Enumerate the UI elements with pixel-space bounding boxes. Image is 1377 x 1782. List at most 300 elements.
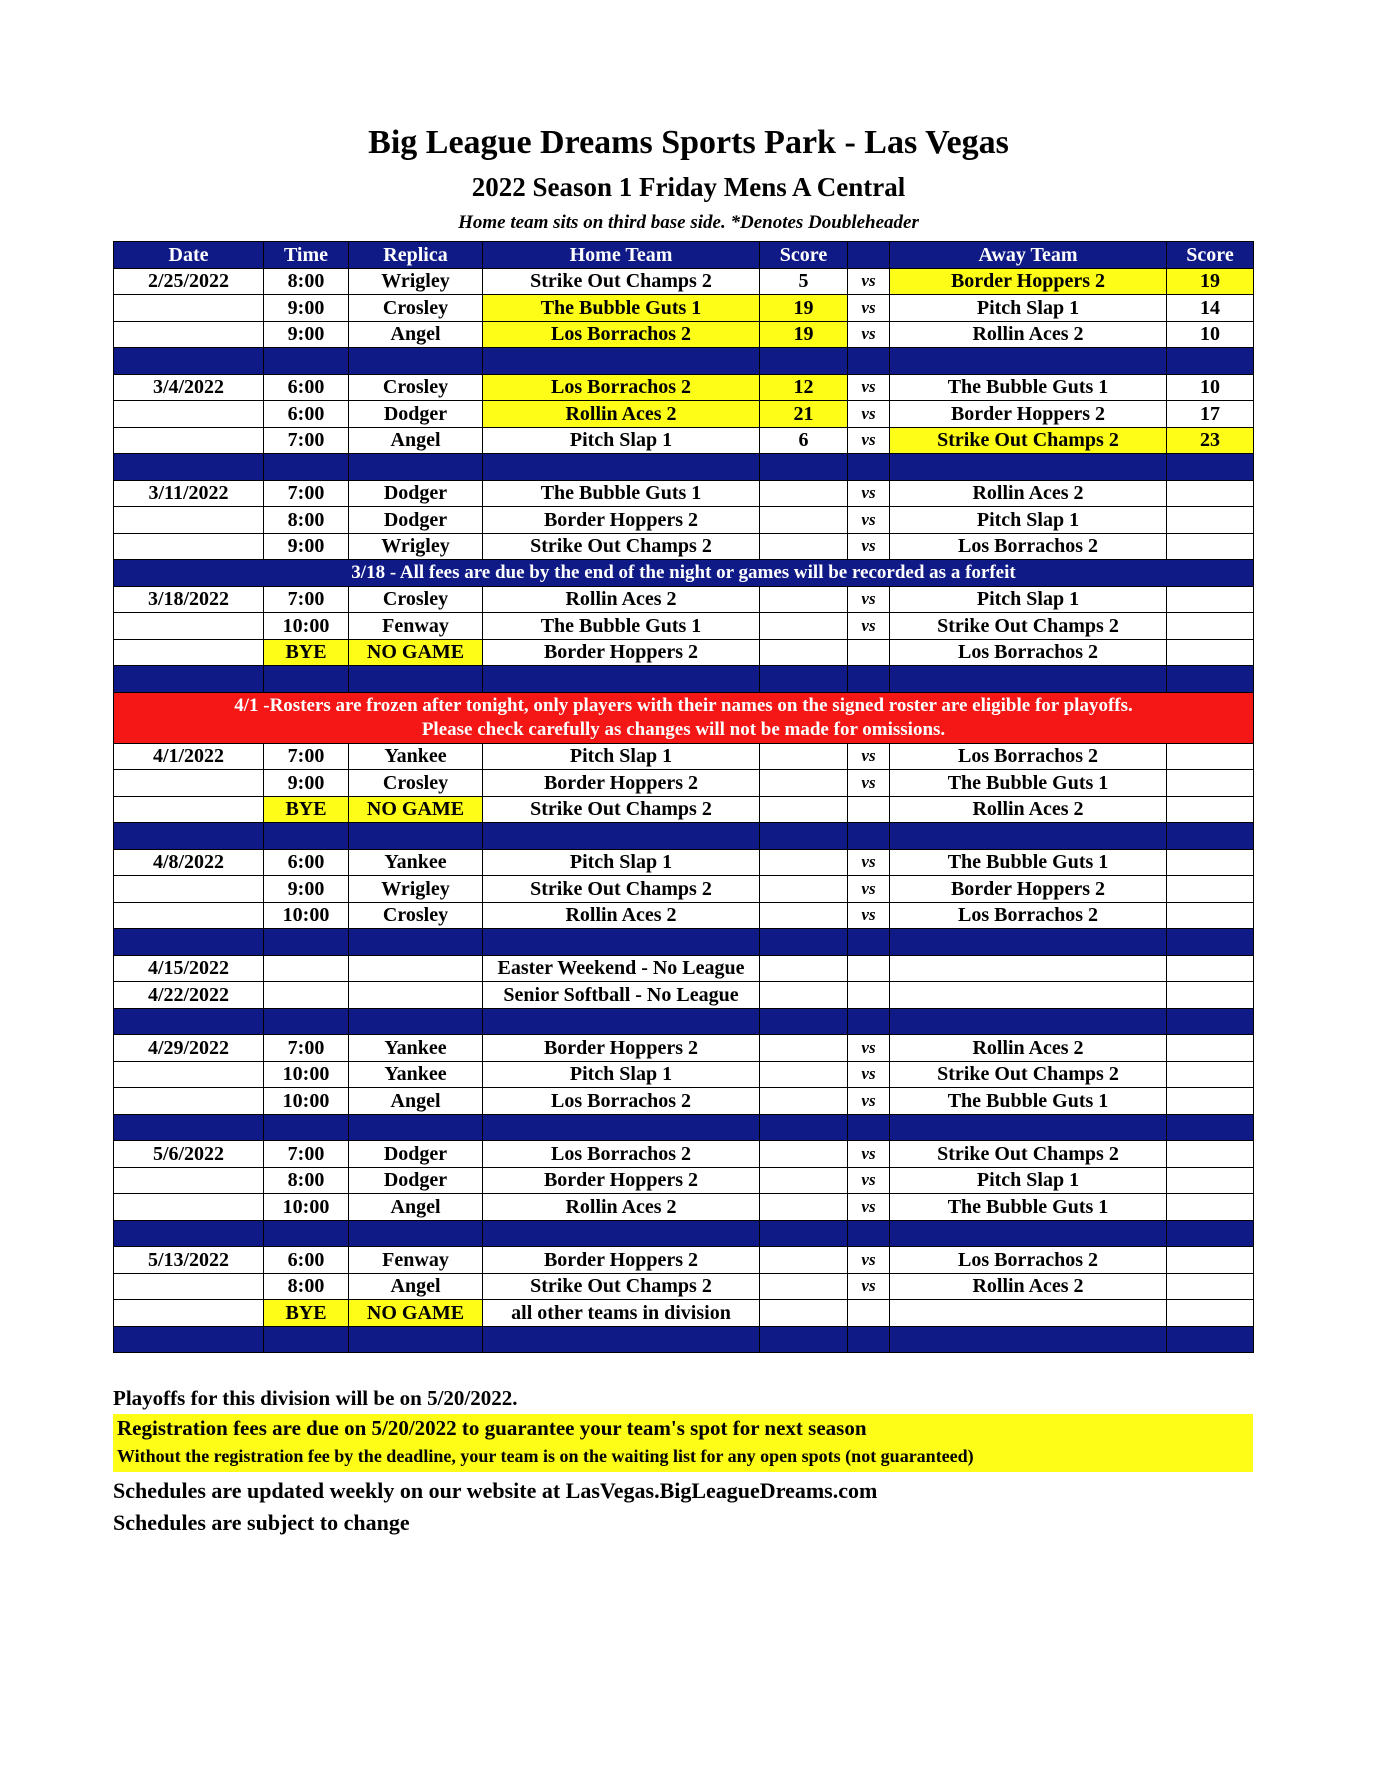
spacer-cell bbox=[264, 929, 349, 956]
home-team-cell: Border Hoppers 2 bbox=[483, 507, 760, 534]
date-cell: 5/13/2022 bbox=[114, 1247, 264, 1274]
home-score-cell bbox=[760, 955, 848, 982]
spacer-cell bbox=[114, 348, 264, 375]
away-score-cell bbox=[1167, 480, 1254, 507]
replica-cell: Angel bbox=[349, 321, 483, 348]
change-note: Schedules are subject to change bbox=[113, 1510, 410, 1535]
time-cell: 10:00 bbox=[264, 902, 349, 929]
date-cell bbox=[114, 427, 264, 454]
vs-cell: vs bbox=[848, 770, 890, 797]
roster-alert-row bbox=[114, 692, 1254, 743]
time-cell bbox=[264, 955, 349, 982]
spacer-row bbox=[114, 348, 1254, 375]
roster-alert bbox=[114, 692, 1254, 743]
date-cell: 5/6/2022 bbox=[114, 1141, 264, 1168]
spacer-cell bbox=[483, 1008, 760, 1035]
fees-notice: 3/18 - All fees are due by the end of the night or games will be recorded as a forfeit bbox=[114, 560, 1254, 587]
time-cell: 10:00 bbox=[264, 1061, 349, 1088]
date-cell: 4/8/2022 bbox=[114, 849, 264, 876]
time-cell: 7:00 bbox=[264, 743, 349, 770]
away-score-cell: 17 bbox=[1167, 401, 1254, 428]
vs-cell bbox=[848, 639, 890, 666]
replica-cell: Crosley bbox=[349, 374, 483, 401]
home-score-cell bbox=[760, 796, 848, 823]
home-score-cell: 12 bbox=[760, 374, 848, 401]
replica-cell: Wrigley bbox=[349, 533, 483, 560]
time-cell: 8:00 bbox=[264, 268, 349, 295]
col-header-away-score: Score bbox=[1167, 242, 1254, 269]
away-team-cell: Border Hoppers 2 bbox=[890, 268, 1167, 295]
home-team-cell: Strike Out Champs 2 bbox=[483, 876, 760, 903]
vs-cell: vs bbox=[848, 613, 890, 640]
spacer-cell bbox=[114, 823, 264, 850]
col-header-home-score: Score bbox=[760, 242, 848, 269]
game-row bbox=[114, 533, 1254, 560]
spacer-cell bbox=[349, 1008, 483, 1035]
home-score-cell bbox=[760, 1035, 848, 1062]
game-row bbox=[114, 480, 1254, 507]
vs-cell: vs bbox=[848, 533, 890, 560]
col-header-vs bbox=[848, 242, 890, 269]
roster-alert-line2: Please check carefully as changes will not be made for omissions. bbox=[421, 718, 946, 740]
spacer-cell bbox=[349, 666, 483, 693]
spacer-row bbox=[114, 1008, 1254, 1035]
away-score-cell bbox=[1167, 1035, 1254, 1062]
away-team-cell: Strike Out Champs 2 bbox=[890, 427, 1167, 454]
time-cell: BYE bbox=[264, 796, 349, 823]
vs-cell: vs bbox=[848, 1167, 890, 1194]
vs-cell: vs bbox=[848, 1273, 890, 1300]
replica-cell: Crosley bbox=[349, 770, 483, 797]
roster-alert-line1: 4/1 -Rosters are frozen after tonight, only players with their names on the signed roster are eligible for playoffs. bbox=[234, 694, 1133, 716]
game-row bbox=[114, 1088, 1254, 1115]
vs-cell: vs bbox=[848, 321, 890, 348]
away-score-cell bbox=[1167, 796, 1254, 823]
spacer-cell bbox=[1167, 454, 1254, 481]
home-score-cell bbox=[760, 1167, 848, 1194]
away-team-cell: Pitch Slap 1 bbox=[890, 295, 1167, 322]
game-row bbox=[114, 1300, 1254, 1327]
date-cell: 4/29/2022 bbox=[114, 1035, 264, 1062]
away-score-cell bbox=[1167, 1300, 1254, 1327]
home-score-cell bbox=[760, 902, 848, 929]
schedule-note: Home team sits on third base side. *Denotes Doubleheader bbox=[458, 212, 919, 233]
replica-cell: Dodger bbox=[349, 1167, 483, 1194]
spacer-cell bbox=[760, 1326, 848, 1353]
away-team-cell: Rollin Aces 2 bbox=[890, 1035, 1167, 1062]
home-team-cell: Strike Out Champs 2 bbox=[483, 268, 760, 295]
time-cell: 7:00 bbox=[264, 586, 349, 613]
registration-note: Registration fees are due on 5/20/2022 to guarantee your team's spot for next season bbox=[117, 1416, 867, 1440]
spacer-cell bbox=[1167, 1114, 1254, 1141]
home-team-cell: Los Borrachos 2 bbox=[483, 1088, 760, 1115]
spacer-cell bbox=[848, 454, 890, 481]
spacer-cell bbox=[760, 1220, 848, 1247]
replica-cell: Wrigley bbox=[349, 876, 483, 903]
date-cell bbox=[114, 1300, 264, 1327]
vs-cell: vs bbox=[848, 480, 890, 507]
spacer-cell bbox=[1167, 1220, 1254, 1247]
away-score-cell: 19 bbox=[1167, 268, 1254, 295]
date-cell: 4/1/2022 bbox=[114, 743, 264, 770]
home-score-cell bbox=[760, 876, 848, 903]
vs-cell: vs bbox=[848, 507, 890, 534]
home-score-cell bbox=[760, 1061, 848, 1088]
home-team-cell: Senior Softball - No League bbox=[483, 982, 760, 1009]
replica-cell: Fenway bbox=[349, 1247, 483, 1274]
home-score-cell bbox=[760, 533, 848, 560]
replica-cell: Angel bbox=[349, 1088, 483, 1115]
game-row bbox=[114, 1194, 1254, 1221]
spacer-row bbox=[114, 1114, 1254, 1141]
spacer-cell bbox=[760, 666, 848, 693]
spacer-cell bbox=[760, 348, 848, 375]
away-team-cell: Rollin Aces 2 bbox=[890, 321, 1167, 348]
home-score-cell bbox=[760, 1300, 848, 1327]
home-score-cell: 5 bbox=[760, 268, 848, 295]
away-score-cell bbox=[1167, 1273, 1254, 1300]
home-score-cell bbox=[760, 743, 848, 770]
date-cell bbox=[114, 295, 264, 322]
game-row bbox=[114, 586, 1254, 613]
spacer-cell bbox=[760, 929, 848, 956]
game-row bbox=[114, 507, 1254, 534]
vs-cell: vs bbox=[848, 876, 890, 903]
home-team-cell: Border Hoppers 2 bbox=[483, 1167, 760, 1194]
home-team-cell: The Bubble Guts 1 bbox=[483, 613, 760, 640]
home-score-cell: 6 bbox=[760, 427, 848, 454]
away-team-cell: The Bubble Guts 1 bbox=[890, 1088, 1167, 1115]
home-team-cell: Strike Out Champs 2 bbox=[483, 796, 760, 823]
replica-cell: Crosley bbox=[349, 902, 483, 929]
home-score-cell bbox=[760, 1247, 848, 1274]
spacer-cell bbox=[483, 454, 760, 481]
date-cell: 3/18/2022 bbox=[114, 586, 264, 613]
spacer-cell bbox=[114, 1114, 264, 1141]
date-cell bbox=[114, 796, 264, 823]
time-cell: 6:00 bbox=[264, 849, 349, 876]
spacer-cell bbox=[1167, 348, 1254, 375]
game-row bbox=[114, 1247, 1254, 1274]
vs-cell bbox=[848, 1300, 890, 1327]
home-team-cell: all other teams in division bbox=[483, 1300, 760, 1327]
date-cell bbox=[114, 1061, 264, 1088]
spacer-cell bbox=[349, 929, 483, 956]
home-score-cell bbox=[760, 1088, 848, 1115]
home-team-cell: Rollin Aces 2 bbox=[483, 902, 760, 929]
home-team-cell: Los Borrachos 2 bbox=[483, 1141, 760, 1168]
vs-cell: vs bbox=[848, 902, 890, 929]
vs-cell bbox=[848, 796, 890, 823]
spacer-cell bbox=[848, 1326, 890, 1353]
registration-banner bbox=[113, 1414, 1253, 1472]
time-cell: 9:00 bbox=[264, 321, 349, 348]
date-cell bbox=[114, 1273, 264, 1300]
spacer-row bbox=[114, 1220, 1254, 1247]
time-cell: 7:00 bbox=[264, 1035, 349, 1062]
away-team-cell: Strike Out Champs 2 bbox=[890, 1141, 1167, 1168]
replica-cell: NO GAME bbox=[349, 796, 483, 823]
col-header-home-team: Home Team bbox=[483, 242, 760, 269]
spacer-cell bbox=[264, 666, 349, 693]
home-team-cell: Easter Weekend - No League bbox=[483, 955, 760, 982]
spacer-cell bbox=[848, 1008, 890, 1035]
home-team-cell: Rollin Aces 2 bbox=[483, 586, 760, 613]
time-cell: 10:00 bbox=[264, 1088, 349, 1115]
spacer-cell bbox=[848, 1220, 890, 1247]
home-score-cell bbox=[760, 982, 848, 1009]
time-cell: 7:00 bbox=[264, 1141, 349, 1168]
time-cell bbox=[264, 982, 349, 1009]
spacer-cell bbox=[1167, 1008, 1254, 1035]
away-team-cell: Pitch Slap 1 bbox=[890, 507, 1167, 534]
away-score-cell bbox=[1167, 1061, 1254, 1088]
spacer-cell bbox=[1167, 666, 1254, 693]
replica-cell: NO GAME bbox=[349, 1300, 483, 1327]
replica-cell: Dodger bbox=[349, 1141, 483, 1168]
home-team-cell: Rollin Aces 2 bbox=[483, 401, 760, 428]
spacer-cell bbox=[264, 1008, 349, 1035]
home-team-cell: The Bubble Guts 1 bbox=[483, 295, 760, 322]
spacer-cell bbox=[483, 1114, 760, 1141]
col-header-date: Date bbox=[114, 242, 264, 269]
away-team-cell: Pitch Slap 1 bbox=[890, 1167, 1167, 1194]
away-score-cell: 14 bbox=[1167, 295, 1254, 322]
vs-cell: vs bbox=[848, 1247, 890, 1274]
spacer-row bbox=[114, 666, 1254, 693]
spacer-row bbox=[114, 929, 1254, 956]
time-cell: 8:00 bbox=[264, 507, 349, 534]
replica-cell: Angel bbox=[349, 1273, 483, 1300]
schedule-table bbox=[113, 241, 1254, 1353]
home-score-cell bbox=[760, 1141, 848, 1168]
game-row bbox=[114, 427, 1254, 454]
spacer-cell bbox=[349, 823, 483, 850]
schedule-body bbox=[114, 268, 1254, 1353]
spacer-row bbox=[114, 454, 1254, 481]
away-team-cell: Los Borrachos 2 bbox=[890, 533, 1167, 560]
away-team-cell: Los Borrachos 2 bbox=[890, 1247, 1167, 1274]
col-header-away-team: Away Team bbox=[890, 242, 1167, 269]
fees-notice-row bbox=[114, 560, 1254, 587]
home-team-cell: Los Borrachos 2 bbox=[483, 321, 760, 348]
home-team-cell: Border Hoppers 2 bbox=[483, 1035, 760, 1062]
home-team-cell: Strike Out Champs 2 bbox=[483, 533, 760, 560]
spacer-cell bbox=[349, 1326, 483, 1353]
page-subtitle: 2022 Season 1 Friday Mens A Central bbox=[471, 172, 906, 202]
spacer-cell bbox=[114, 1008, 264, 1035]
game-row bbox=[114, 796, 1254, 823]
vs-cell: vs bbox=[848, 743, 890, 770]
time-cell: BYE bbox=[264, 1300, 349, 1327]
spacer-cell bbox=[890, 666, 1167, 693]
away-team-cell: Border Hoppers 2 bbox=[890, 401, 1167, 428]
time-cell: 8:00 bbox=[264, 1167, 349, 1194]
date-cell bbox=[114, 507, 264, 534]
home-team-cell: Pitch Slap 1 bbox=[483, 427, 760, 454]
date-cell bbox=[114, 1088, 264, 1115]
spacer-cell bbox=[114, 666, 264, 693]
spacer-cell bbox=[349, 348, 483, 375]
table-header-row bbox=[114, 242, 1254, 269]
playoffs-note: Playoffs for this division will be on 5/20/2022. bbox=[113, 1386, 518, 1410]
time-cell: 10:00 bbox=[264, 1194, 349, 1221]
away-team-cell bbox=[890, 1300, 1167, 1327]
home-team-cell: Pitch Slap 1 bbox=[483, 743, 760, 770]
spacer-cell bbox=[349, 454, 483, 481]
replica-cell: Yankee bbox=[349, 849, 483, 876]
spacer-cell bbox=[1167, 823, 1254, 850]
game-row bbox=[114, 902, 1254, 929]
vs-cell: vs bbox=[848, 849, 890, 876]
date-cell bbox=[114, 613, 264, 640]
replica-cell: Angel bbox=[349, 427, 483, 454]
spacer-cell bbox=[890, 348, 1167, 375]
spacer-cell bbox=[1167, 929, 1254, 956]
spacer-cell bbox=[483, 666, 760, 693]
game-row bbox=[114, 849, 1254, 876]
away-team-cell: Strike Out Champs 2 bbox=[890, 1061, 1167, 1088]
time-cell: 7:00 bbox=[264, 480, 349, 507]
spacer-cell bbox=[483, 929, 760, 956]
away-score-cell bbox=[1167, 1167, 1254, 1194]
game-row bbox=[114, 1273, 1254, 1300]
spacer-cell bbox=[264, 348, 349, 375]
game-row bbox=[114, 1061, 1254, 1088]
time-cell: 10:00 bbox=[264, 613, 349, 640]
date-cell bbox=[114, 321, 264, 348]
home-team-cell: Border Hoppers 2 bbox=[483, 639, 760, 666]
away-team-cell bbox=[890, 955, 1167, 982]
away-team-cell: The Bubble Guts 1 bbox=[890, 374, 1167, 401]
spacer-cell bbox=[114, 1326, 264, 1353]
away-team-cell: Rollin Aces 2 bbox=[890, 796, 1167, 823]
home-team-cell: Pitch Slap 1 bbox=[483, 1061, 760, 1088]
time-cell: 8:00 bbox=[264, 1273, 349, 1300]
spacer-cell bbox=[483, 823, 760, 850]
vs-cell: vs bbox=[848, 1141, 890, 1168]
replica-cell: Wrigley bbox=[349, 268, 483, 295]
date-cell bbox=[114, 902, 264, 929]
spacer-cell bbox=[114, 929, 264, 956]
spacer-cell bbox=[349, 1220, 483, 1247]
replica-cell: Dodger bbox=[349, 401, 483, 428]
website-note: Schedules are updated weekly on our website at LasVegas.BigLeagueDreams.com bbox=[113, 1478, 878, 1503]
home-score-cell bbox=[760, 507, 848, 534]
spacer-cell bbox=[890, 1220, 1167, 1247]
spacer-cell bbox=[114, 454, 264, 481]
game-row bbox=[114, 770, 1254, 797]
vs-cell: vs bbox=[848, 1061, 890, 1088]
home-score-cell bbox=[760, 770, 848, 797]
replica-cell: Crosley bbox=[349, 295, 483, 322]
home-team-cell: Rollin Aces 2 bbox=[483, 1194, 760, 1221]
spacer-cell bbox=[483, 1326, 760, 1353]
replica-cell: Dodger bbox=[349, 507, 483, 534]
away-score-cell bbox=[1167, 1194, 1254, 1221]
spacer-cell bbox=[848, 348, 890, 375]
away-score-cell bbox=[1167, 639, 1254, 666]
away-team-cell: The Bubble Guts 1 bbox=[890, 849, 1167, 876]
away-score-cell bbox=[1167, 507, 1254, 534]
game-row bbox=[114, 982, 1254, 1009]
away-team-cell: The Bubble Guts 1 bbox=[890, 1194, 1167, 1221]
spacer-cell bbox=[264, 454, 349, 481]
game-row bbox=[114, 613, 1254, 640]
away-score-cell bbox=[1167, 1247, 1254, 1274]
spacer-cell bbox=[848, 666, 890, 693]
vs-cell: vs bbox=[848, 268, 890, 295]
vs-cell: vs bbox=[848, 295, 890, 322]
home-team-cell: Strike Out Champs 2 bbox=[483, 1273, 760, 1300]
home-score-cell: 19 bbox=[760, 321, 848, 348]
spacer-row bbox=[114, 1326, 1254, 1353]
away-score-cell: 23 bbox=[1167, 427, 1254, 454]
time-cell: 9:00 bbox=[264, 876, 349, 903]
vs-cell: vs bbox=[848, 374, 890, 401]
page-title: Big League Dreams Sports Park - Las Vegas bbox=[368, 124, 1009, 161]
away-team-cell: Strike Out Champs 2 bbox=[890, 613, 1167, 640]
away-score-cell bbox=[1167, 1141, 1254, 1168]
replica-cell: Fenway bbox=[349, 613, 483, 640]
vs-cell: vs bbox=[848, 586, 890, 613]
away-team-cell: Los Borrachos 2 bbox=[890, 639, 1167, 666]
replica-cell: Crosley bbox=[349, 586, 483, 613]
away-score-cell: 10 bbox=[1167, 374, 1254, 401]
home-team-cell: Border Hoppers 2 bbox=[483, 770, 760, 797]
home-score-cell bbox=[760, 613, 848, 640]
game-row bbox=[114, 374, 1254, 401]
col-header-time: Time bbox=[264, 242, 349, 269]
away-score-cell bbox=[1167, 955, 1254, 982]
vs-cell bbox=[848, 982, 890, 1009]
game-row bbox=[114, 955, 1254, 982]
replica-cell: Yankee bbox=[349, 1061, 483, 1088]
vs-cell: vs bbox=[848, 427, 890, 454]
away-team-cell: Border Hoppers 2 bbox=[890, 876, 1167, 903]
date-cell: 4/15/2022 bbox=[114, 955, 264, 982]
date-cell: 3/11/2022 bbox=[114, 480, 264, 507]
spacer-cell bbox=[760, 1114, 848, 1141]
spacer-cell bbox=[114, 1220, 264, 1247]
home-team-cell: Los Borrachos 2 bbox=[483, 374, 760, 401]
away-score-cell bbox=[1167, 982, 1254, 1009]
home-team-cell: Border Hoppers 2 bbox=[483, 1247, 760, 1274]
home-team-cell: Pitch Slap 1 bbox=[483, 849, 760, 876]
game-row bbox=[114, 321, 1254, 348]
spacer-cell bbox=[890, 1008, 1167, 1035]
date-cell bbox=[114, 639, 264, 666]
spacer-cell bbox=[760, 454, 848, 481]
game-row bbox=[114, 295, 1254, 322]
date-cell: 4/22/2022 bbox=[114, 982, 264, 1009]
spacer-cell bbox=[483, 348, 760, 375]
date-cell bbox=[114, 533, 264, 560]
time-cell: BYE bbox=[264, 639, 349, 666]
game-row bbox=[114, 1141, 1254, 1168]
home-score-cell bbox=[760, 586, 848, 613]
vs-cell: vs bbox=[848, 1035, 890, 1062]
away-score-cell bbox=[1167, 743, 1254, 770]
away-score-cell bbox=[1167, 586, 1254, 613]
replica-cell bbox=[349, 982, 483, 1009]
away-score-cell bbox=[1167, 902, 1254, 929]
spacer-row bbox=[114, 823, 1254, 850]
replica-cell: Dodger bbox=[349, 480, 483, 507]
spacer-cell bbox=[349, 1114, 483, 1141]
spacer-cell bbox=[890, 823, 1167, 850]
away-score-cell bbox=[1167, 770, 1254, 797]
